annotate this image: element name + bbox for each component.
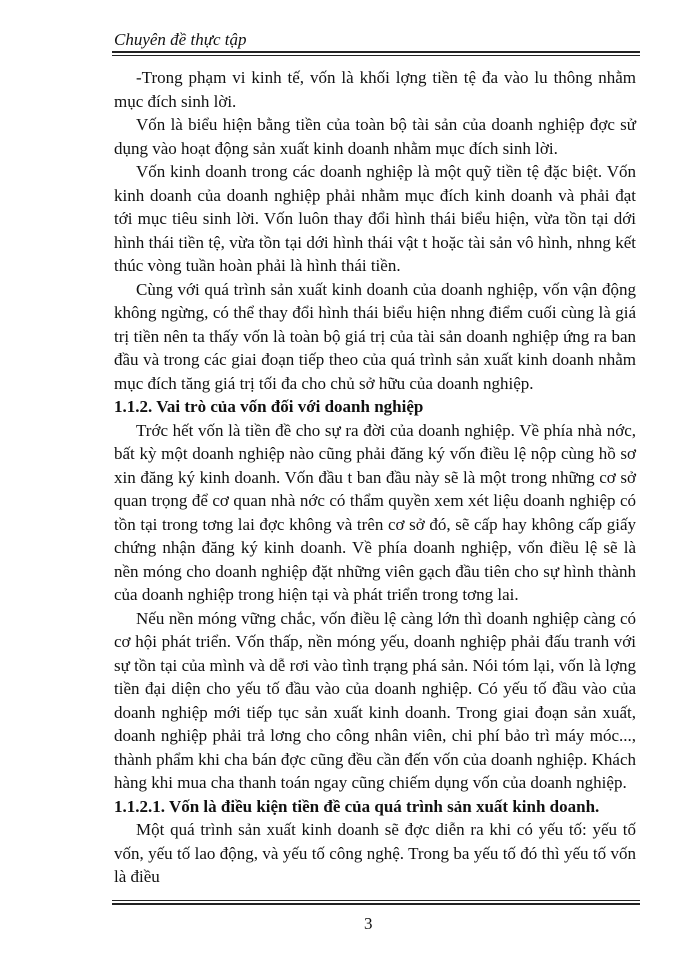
footer-rule-thick (112, 903, 640, 905)
paragraph-6: Nếu nền móng vững chắc, vốn điều lệ càng lớn thì doanh nghiệp càng có cơ hội phát triển. Vốn thấp, nền móng yếu, doanh nghiệp phải đấu tranh với sự tồn tại của mình và dễ rơi vào tình trạng phá sản. Nói tóm lại, vốn là lợng tiền đại diện cho yếu tố đầu vào của doanh nghiệp. Có yếu tố đầu vào của doanh nghiệp mới tiếp tục sản xuất kinh doanh. Trong giai đoạn sản xuất, doanh nghiệp phải trả lơng cho công nhân viên, chi phí bảo trì máy móc..., thành phẩm khi cha bán đợc cũng đều cần đến vốn của doanh nghiệp. Khách hàng khi mua cha thanh toán ngay cũng chiếm dụng vốn của doanh nghiệp. (114, 608, 636, 792)
paragraph-7: Một quá trình sản xuất kinh doanh sẽ đợc diễn ra khi có yếu tố: yếu tố vốn, yếu tố lao động, và yếu tố công nghệ. Trong ba yếu tố đó thì yếu tố vốn là điều (114, 820, 636, 886)
document-body (114, 66, 636, 889)
paragraph-3: Vốn kinh doanh trong các doanh nghiệp là một quỹ tiền tệ đặc biệt. Vốn kinh doanh của doanh nghiệp phải nhằm mục đích kinh doanh và phải đạt tới mục tiêu sinh lời. Vốn luôn thay đổi hình thái biểu hiện, vừa tồn tại dới hình thái tiền tệ, vừa tồn tại dới hình thái vật t hoặc tài sản vô hình, nhng kết thúc vòng tuần hoàn phải là hình thái tiền. (114, 162, 636, 275)
section-heading-1-1-2: 1.1.2. Vai trò của vốn đối với doanh nghiệp (114, 397, 424, 416)
footer-rule-thin (112, 900, 640, 901)
paragraph-5: Trớc hết vốn là tiền đề cho sự ra đời của doanh nghiệp. Về phía nhà nớc, bất kỳ một doanh nghiệp nào cũng phải đăng ký vốn điều lệ nộp cùng hồ sơ xin đăng ký kinh doanh. Vốn đầu t ban đầu này sẽ là một trong những cơ sở quan trọng để cơ quan nhà nớc có thẩm quyền xem xét liệu doanh nghiệp có tồn tại trong tơng lai đợc không và trên cơ sở đó, sẽ cấp hay không cấp giấy chứng nhận đăng ký kinh doanh. Về phía doanh nghiệp, vốn điều lệ sẽ là nền móng cho doanh nghiệp đặt những viên gạch đầu tiên cho sự hình thành của doanh nghiệp trong hiện tại và phát triển trong tơng lai. (114, 420, 636, 604)
section-heading-1-1-2-1: 1.1.2.1. Vốn là điều kiện tiền đề của quá trình sản xuất kinh doanh. (114, 796, 600, 816)
paragraph-1: -Trong phạm vi kinh tế, vốn là khối lợng tiền tệ đa vào lu thông nhằm mục đích sinh lời. (114, 68, 636, 111)
header-rule-thick (112, 51, 640, 53)
paragraph-2: Vốn là biểu hiện bằng tiền của toàn bộ tài sản của doanh nghiệp đợc sử dụng vào hoạt động sản xuất kinh doanh nhằm mục đích sinh lời. (114, 115, 636, 158)
paragraph-4: Cùng với quá trình sản xuất kinh doanh của doanh nghiệp, vốn vận động không ngừng, có thể thay đổi hình thái biểu hiện nhng điểm cuối cùng là giá trị tiền nên ta thấy vốn là toàn bộ giá trị của tài sản doanh nghiệp ứng ra ban đầu và trong các giai đoạn tiếp theo của quá trình sản xuất kinh doanh nhằm mục đích tăng giá trị tối đa cho chủ sở hữu của doanh nghiệp. (114, 279, 636, 393)
header-rule-thin (112, 55, 640, 56)
page-number: 3 (364, 914, 373, 933)
page-header-title: Chuyên đề thực tập (114, 30, 247, 49)
